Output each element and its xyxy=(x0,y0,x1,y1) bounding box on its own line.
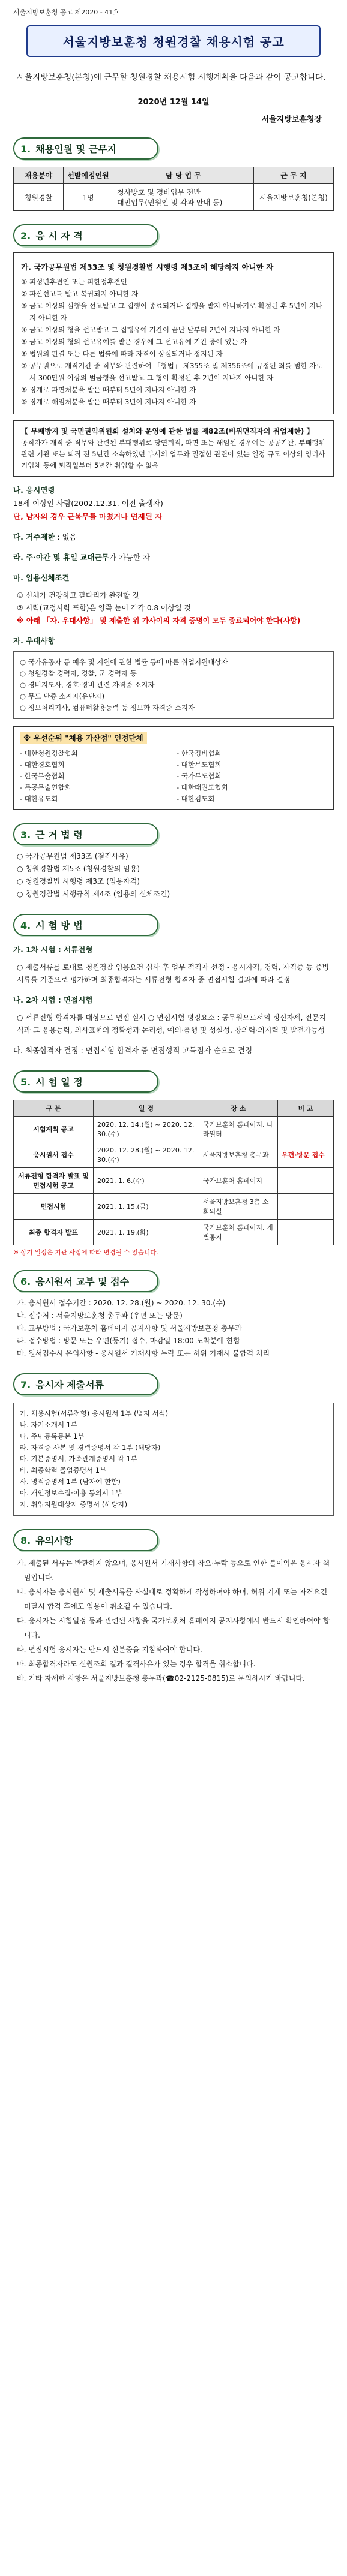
section-title: 시 험 방 법 xyxy=(35,920,83,931)
list-item: - 대한유도회 xyxy=(20,795,58,803)
list-item: 아. 개인정보수집·이용 동의서 1부 xyxy=(20,1489,122,1497)
section-header xyxy=(13,224,158,246)
table-header: 근 무 지 xyxy=(254,167,334,184)
table-cell: 청원경찰 xyxy=(14,184,64,211)
section-header xyxy=(13,1070,158,1093)
section-header xyxy=(13,1529,158,1551)
recruitment-table xyxy=(13,167,334,211)
schedule-note: ※ 상기 일정은 기관 사정에 따라 변경될 수 있습니다. xyxy=(13,1249,158,1256)
table-cell: 2020. 12. 28.(월) ~ 2020. 12. 30.(수) xyxy=(94,1142,199,1168)
list-item: ⑥ 법원의 판결 또는 다른 법률에 따라 자격이 상실되거나 정지된 자 xyxy=(21,350,223,358)
list-item: 다. 주민등록등본 1부 xyxy=(20,1432,85,1440)
list-item: - 특공무술연합회 xyxy=(20,783,71,792)
field-label: 나. 2차 시험 : 면접시험 xyxy=(13,995,93,1004)
field-residence: 다. 거주제한 : 없음 xyxy=(13,532,77,541)
list-item: - 대한태권도협회 xyxy=(177,783,228,792)
section-notes xyxy=(13,1529,334,1686)
list-item: ○ 국가유공자 등 예우 및 지원에 관한 법률 등에 따른 취업지원대상자 xyxy=(20,658,228,666)
notice-text: 공직자가 재직 중 직무와 관련된 부패행위로 당연퇴직, 파면 또는 해임된 경우에는 공공기관, 부패행위 관련 기관 또는 퇴직 전 5년간 소속하였던 부서의 업무와 밀접한 관련이 있는 일정 규모 이상의 영리사기업체 등에 퇴직일부터 5년간 취업할 수 없음 xyxy=(21,438,325,470)
table-header: 담 당 업 무 xyxy=(113,167,254,184)
section-number: 5. xyxy=(20,1076,31,1088)
list-item: 나. 자기소개서 1부 xyxy=(20,1421,78,1429)
table-header: 장 소 xyxy=(199,1100,277,1117)
list-item: 다. 교부방법 : 국가보훈처 홈페이지 공지사항 및 서울지방보훈청 총무과 xyxy=(17,1324,242,1332)
list-item: 라. 자격증 사본 및 경력증명서 각 1부 (해당자) xyxy=(20,1443,161,1452)
field-label: 라. 주·야간 및 휴일 교대근무 xyxy=(13,553,109,562)
notice-date: 2020년 12월 14일 xyxy=(137,98,210,107)
list-item: ○ 국가공무원법 제33조 (결격사유) xyxy=(17,852,128,860)
section-number: 4. xyxy=(20,920,31,931)
list-item: ○ 청원경찰법 시행규칙 제4조 (임용의 신체조건) xyxy=(17,890,170,898)
list-item: 가. 제출된 서류는 반환하지 않으며, 응시원서 기재사항의 착오·누락 등으로 인한 불이익은 응시자 책임입니다. xyxy=(17,1559,330,1582)
list-item: 나. 응시자는 응시원서 및 제출서류를 사실대로 정확하게 작성하여야 하며, 허위 기재 또는 자격요건 미달시 합격 후에도 임용이 취소될 수 있습니다. xyxy=(17,1588,328,1611)
table-cell: 국가보훈처 홈페이지, 개별통지 xyxy=(199,1220,277,1245)
table-cell: 1명 xyxy=(64,184,113,211)
field-text: ○ 제출서류를 토대로 청원경찰 임용요건 심사 후 업무 적격자 선정 - 응시자격, 경력, 자격증 등 증빙서류를 기준으로 평가하며 최종합격자는 서류전형 합격자 중 면접시험 결과에 따라 결정 xyxy=(17,963,330,984)
list-item: ① 피성년후견인 또는 피한정후견인 xyxy=(21,278,127,286)
section-number: 2. xyxy=(20,230,31,242)
section-title: 시 험 일 정 xyxy=(35,1076,83,1088)
list-item: ③ 금고 이상의 실형을 선고받고 그 집행이 종료되거나 집행을 받지 아니하기로 확정된 후 5년이 지나지 아니한 자 xyxy=(21,302,323,322)
table-row xyxy=(14,1117,334,1142)
preference-list xyxy=(20,748,327,805)
table-cell: 국가보훈처 홈페이지, 나라일터 xyxy=(199,1117,277,1142)
table-header: 일 정 xyxy=(94,1100,199,1117)
list-item: ⑨ 징계로 해임처분을 받은 때부터 3년이 지나지 아니한 자 xyxy=(21,398,196,406)
table-cell: 응시원서 접수 xyxy=(14,1142,94,1168)
table-cell: 2021. 1. 19.(화) xyxy=(94,1220,199,1245)
list-item: - 대한청원경찰협회 xyxy=(20,749,78,757)
field-body xyxy=(13,571,334,627)
list-item: 사. 병적증명서 1부 (남자에 한함) xyxy=(20,1477,121,1486)
section-documents xyxy=(13,1373,334,1516)
table-cell xyxy=(113,184,254,211)
section-number: 3. xyxy=(20,829,31,841)
section-recruitment xyxy=(13,137,334,211)
list-item: 바. 최종학력 졸업증명서 1부 xyxy=(20,1466,107,1474)
section-header xyxy=(13,1270,158,1292)
list-item: - 한국경비협회 xyxy=(177,749,222,757)
preference-groups xyxy=(13,726,334,810)
section-header xyxy=(13,137,158,160)
field-age xyxy=(13,484,334,523)
table-cell: 서울지방보훈청 3층 소회의실 xyxy=(199,1194,277,1220)
table-cell: 우편·방문 접수 xyxy=(278,1142,334,1168)
section-number: 8. xyxy=(20,1535,31,1546)
list-item: - 대한경호협회 xyxy=(20,760,65,769)
list-item: ② 시력(교정시력 포함)은 양쪽 눈이 각각 0.8 이상일 것 xyxy=(17,604,191,612)
field-label: 자. 우대사항 xyxy=(13,636,55,645)
section-exam-method xyxy=(13,914,334,1057)
section-header xyxy=(13,914,158,936)
section-header xyxy=(13,823,158,845)
duty-item: 청사방호 및 경비업무 전반 xyxy=(117,188,201,197)
list-item: ④ 금고 이상의 형을 선고받고 그 집행유예 기간이 끝난 날부터 2년이 지나지 아니한 자 xyxy=(21,326,280,334)
list-item: ① 신체가 건강하고 팔다리가 완전할 것 xyxy=(17,591,139,600)
section-legal-basis xyxy=(13,823,334,901)
table-row xyxy=(14,1168,334,1194)
field-label: 나. 응시연령 xyxy=(13,486,55,495)
section-header xyxy=(13,1373,158,1395)
exam-step xyxy=(13,943,334,986)
list-item: ⑧ 징계로 파면처분을 받은 때부터 5년이 지나지 아니한 자 xyxy=(21,386,196,394)
section-title: 유의사항 xyxy=(35,1535,73,1546)
list-item: 마. 기본증명서, 가족관계증명서 각 1부 xyxy=(20,1455,137,1463)
list-item: 가. 채용시험(서류전형) 응시원서 1부 (별지 서식) xyxy=(20,1409,169,1418)
table-header: 비 고 xyxy=(278,1100,334,1117)
table-cell xyxy=(278,1168,334,1194)
legal-list xyxy=(17,850,330,901)
field-warning: 단, 남자의 경우 군복무를 마쳤거나 면제된 자 xyxy=(13,512,163,521)
table-cell: 시험계획 공고 xyxy=(14,1117,94,1142)
table-cell: 서울지방보훈청 총무과 xyxy=(199,1142,277,1168)
table-cell: 2021. 1. 15.(금) xyxy=(94,1194,199,1220)
section-application xyxy=(13,1270,334,1360)
table-cell xyxy=(278,1117,334,1142)
field-label: 가. 1차 시험 : 서류전형 xyxy=(13,945,93,954)
field-shift xyxy=(13,551,334,564)
list-item: - 한국무술협회 xyxy=(20,772,65,780)
list-item: ○ 청원경찰법 제5조 (청원경찰의 임용) xyxy=(17,865,140,873)
list-item: - 국가무도협회 xyxy=(177,772,222,780)
list-item: ⑤ 금고 이상의 형의 선고유예를 받은 경우에 그 선고유예 기간 중에 있는 자 xyxy=(21,338,247,346)
schedule-table xyxy=(13,1100,334,1245)
table-cell: 국가보훈처 홈페이지 xyxy=(199,1168,277,1194)
issuing-org: 서울지방보훈청장 xyxy=(261,115,322,124)
table-row xyxy=(14,1220,334,1245)
section-number: 7. xyxy=(20,1379,31,1391)
section-title: 응 시 자 격 xyxy=(35,230,83,242)
preference-box xyxy=(13,651,334,719)
body-list xyxy=(17,589,330,627)
title-box xyxy=(26,25,321,57)
table-header: 구 분 xyxy=(14,1100,94,1117)
table-cell: 최종 합격자 발표 xyxy=(14,1220,94,1245)
application-list xyxy=(17,1297,330,1360)
table-cell xyxy=(278,1194,334,1220)
list-item: ※ 아래 「자. 우대사항」 및 제출한 위 가사이의 자격 증명이 모두 종료되어야 한다(사항) xyxy=(17,616,301,625)
disqualification-box xyxy=(13,252,334,414)
table-cell: 서울지방보훈청(본청) xyxy=(254,184,334,211)
field-text: 없음 xyxy=(62,532,77,541)
list-item: ○ 경비지도사, 경호·경비 관련 자격증 소지자 xyxy=(20,681,155,689)
documents-box xyxy=(13,1403,334,1516)
list-item: ○ 청원경찰 경력자, 경찰, 군 경력자 등 xyxy=(20,669,137,678)
list-item: 마. 최종합격자라도 신원조회 결과 결격사유가 있는 경우 합격을 취소합니다. xyxy=(17,1660,256,1668)
list-item: 마. 원서접수시 유의사항 - 응시원서 기재사항 누락 또는 허위 기재시 불합격 처리 xyxy=(17,1349,270,1358)
section-title: 응시자 제출서류 xyxy=(35,1379,104,1391)
field-text: 18세 이상인 사람(2002.12.31. 이전 출생자) xyxy=(13,499,163,508)
list-item: 라. 면접시험 응시자는 반드시 신분증을 지참하여야 합니다. xyxy=(17,1645,202,1654)
list-item: ○ 청원경찰법 시행령 제3조 (임용자격) xyxy=(17,877,140,886)
table-header: 선발예정인원 xyxy=(64,167,113,184)
field-label: 마. 임용신체조건 xyxy=(13,573,70,582)
table-cell: 2021. 1. 6.(수) xyxy=(94,1168,199,1194)
page-title: 서울지방보훈청 청원경찰 채용시험 공고 xyxy=(62,35,285,49)
section-number: 1. xyxy=(20,143,31,155)
final-decision: 다. 최종합격자 결정 : 면접시험 합격자 중 면접성적 고득점자 순으로 결정 xyxy=(13,1046,253,1055)
exam-step xyxy=(13,994,334,1037)
notice-title: 【 부패방지 및 국민권익위원회 설치와 운영에 관한 법률 제82조(비위면직자의 취업제한) 】 xyxy=(21,427,314,435)
table-row xyxy=(14,1194,334,1220)
list-item: 바. 기타 자세한 사항은 서울지방보훈청 총무과(☎02-2125-0815)로 문의하시기 바랍니다. xyxy=(17,1674,305,1683)
list-item: ○ 정보처리기사, 컴퓨터활용능력 등 정보화 자격증 소지자 xyxy=(20,703,195,712)
table-cell: 2020. 12. 14.(월) ~ 2020. 12. 30.(수) xyxy=(94,1117,199,1142)
list-item: ○ 무도 단증 소지자(유단자) xyxy=(20,692,105,700)
table-cell: 면접시험 xyxy=(14,1194,94,1220)
preference-title: ※ 우선순위 "채용 가산점" 인정단체 xyxy=(20,732,147,744)
section-title: 채용인원 및 근무지 xyxy=(35,143,117,155)
list-item: ② 파산선고를 받고 복권되지 아니한 자 xyxy=(21,290,139,298)
list-item: 라. 접수방법 : 방문 또는 우편(등기) 접수, 마감일 18:00 도착분에 한함 xyxy=(17,1337,240,1345)
section-title: 응시원서 교부 및 접수 xyxy=(35,1276,130,1287)
table-row xyxy=(14,1142,334,1168)
list-item: ⑦ 공무원으로 재직기간 중 직무와 관련하여 「형법」 제355조 및 제356조에 규정된 죄를 범한 자로서 300만원 이상의 벌금형을 선고받고 그 형이 확정된 후 2년이 지나지 아니한 자 xyxy=(21,362,323,382)
field-label: 다. 거주제한 xyxy=(13,532,55,541)
duty-item: 대민업무(민원인 및 각과 안내 등) xyxy=(117,198,223,207)
section-schedule xyxy=(13,1070,334,1257)
field-preference xyxy=(13,634,334,719)
notes-list xyxy=(17,1556,330,1686)
intro-text: 서울지방보훈청(본청)에 근무할 청원경찰 채용시험 시행계획을 다음과 같이 공고합니다. xyxy=(17,73,326,82)
table-cell: 서류전형 합격자 발표 및 면접시험 공고 xyxy=(14,1168,94,1194)
table-cell xyxy=(278,1220,334,1245)
field-text: ○ 서류전형 합격자를 대상으로 면접 실시 ○ 면접시험 평정요소 : 공무원으로서의 정신자세, 전문지식과 그 응용능력, 의사표현의 정확성과 논리성, 예의·품행 및 성실성, 창의력·의지력 및 발전가능성 xyxy=(17,1013,327,1034)
list-item: - 대한무도협회 xyxy=(177,760,222,769)
section-number: 6. xyxy=(20,1276,31,1287)
field-text: 가 가능한 자 xyxy=(109,553,151,562)
list-item: 가. 응시원서 접수기간 : 2020. 12. 28.(월) ~ 2020. 12. 30.(수) xyxy=(17,1299,226,1307)
doc-number: 서울지방보훈청 공고 제2020 - 41호 xyxy=(13,8,119,16)
section-qualifications xyxy=(13,224,334,810)
notice-box xyxy=(13,420,334,477)
list-item: 나. 접수처 : 서울지방보훈청 총무과 (우편 또는 방문) xyxy=(17,1311,183,1320)
table-header: 채용분야 xyxy=(14,167,64,184)
section-title: 근 거 법 령 xyxy=(35,829,83,841)
list-item: - 대한검도회 xyxy=(177,795,215,803)
list-item: 다. 응시자는 시험일정 등과 관련된 사항을 국가보훈처 홈페이지 공지사항에서 반드시 확인하여야 합니다. xyxy=(17,1617,330,1639)
box-title: 가. 국가공무원법 제33조 및 청원경찰법 시행령 제3조에 해당하지 아니한 자 xyxy=(21,263,274,272)
list-item: 자. 취업지원대상자 증명서 (해당자) xyxy=(20,1500,128,1509)
